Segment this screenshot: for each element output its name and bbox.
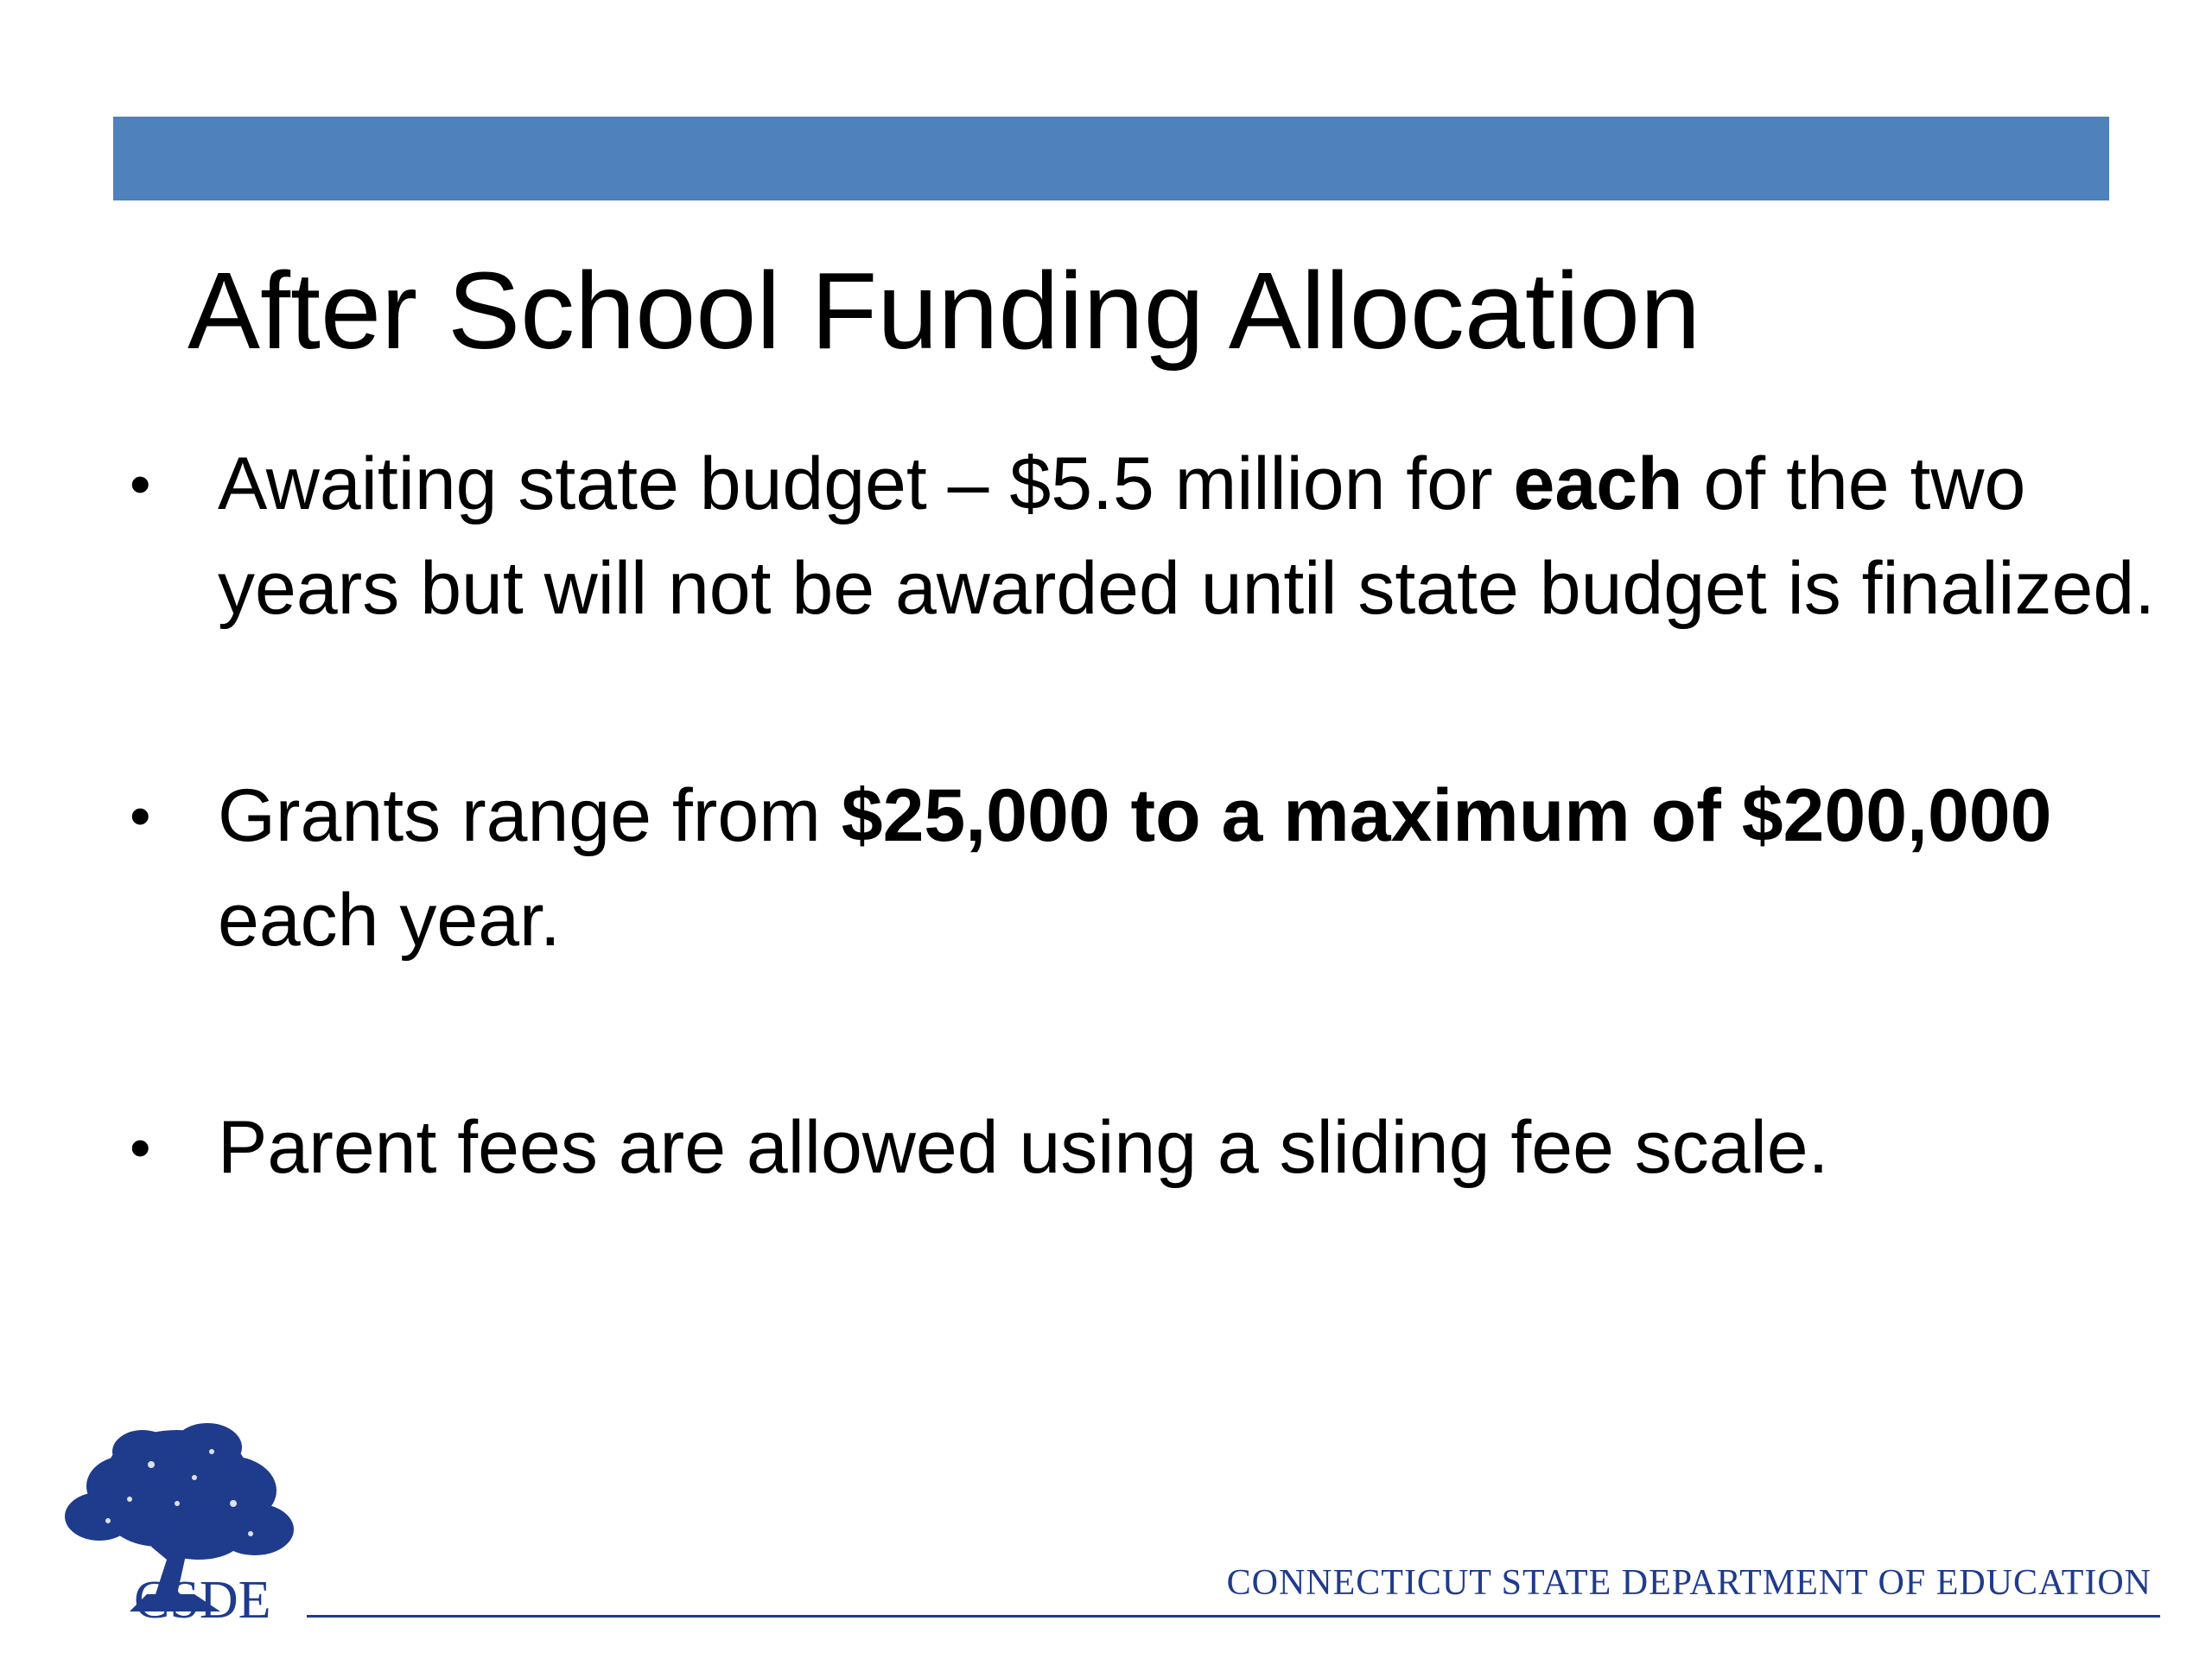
- logo-text: CSDE: [134, 1571, 271, 1624]
- bullet-grant-text-2: each year.: [218, 879, 561, 962]
- slide-title: After School Funding Allocation: [188, 250, 1701, 372]
- bullet-grant-range: [130, 764, 2203, 973]
- title-accent-bar: [113, 117, 2109, 200]
- bullet-grant-text-1: Grants range from: [218, 774, 842, 857]
- bullet-marker: •: [130, 450, 151, 518]
- bullet-budget-text-2: of the two years but will not be awarded until state budget is finalized.: [218, 442, 2156, 630]
- bullet-grant-emphasis: $25,000 to a maximum of $200,000: [841, 774, 2052, 857]
- csde-tree-logo: [48, 1417, 307, 1624]
- footer-divider: [307, 1615, 2160, 1618]
- bullet-budget-emphasis: each: [1513, 442, 1683, 525]
- bullet-marker: •: [130, 782, 151, 849]
- bullet-budget: [130, 432, 2203, 641]
- bullet-fees-text: Parent fees are allowed using a sliding fee scale.: [218, 1106, 1829, 1189]
- bullet-marker: •: [130, 1114, 151, 1181]
- department-name: CONNECTICUT STATE DEPARTMENT OF EDUCATION: [1226, 1563, 2152, 1603]
- bullet-list: [130, 432, 2203, 1200]
- bullet-budget-text-1: Awaiting state budget – $5.5 million for: [218, 442, 1514, 525]
- bullet-parent-fees: [130, 1096, 2203, 1200]
